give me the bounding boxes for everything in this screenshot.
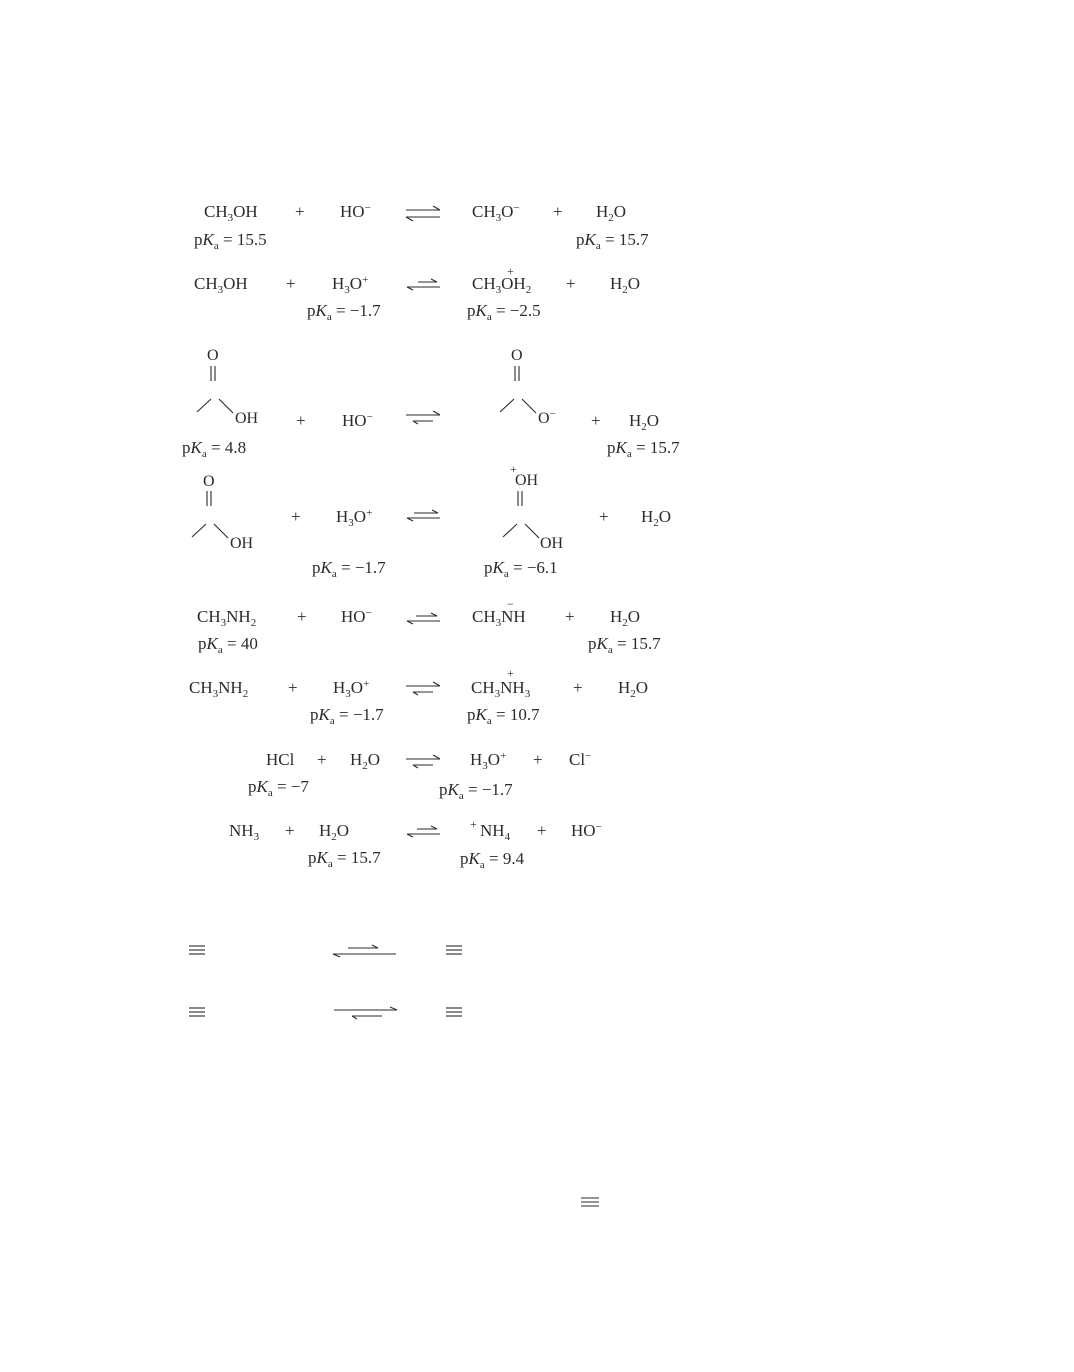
methoxide-formula: $CH_3O^-$ bbox=[472, 202, 520, 224]
positive-charge: + bbox=[507, 264, 514, 278]
positive-charge: + bbox=[507, 666, 514, 680]
pka-label: $pK_a = -6.1$ bbox=[484, 558, 558, 580]
water-formula: $H_2O$ bbox=[319, 821, 350, 843]
plus-sign: + bbox=[295, 202, 305, 221]
negative-charge: − bbox=[507, 597, 514, 611]
water-formula: $H_2O$ bbox=[641, 507, 672, 529]
pka-label: $pK_a = 15.5$ bbox=[194, 230, 267, 252]
methylamine-formula: $CH_3NH_2$ bbox=[189, 678, 249, 700]
hydroxyl-group: OH bbox=[540, 535, 564, 552]
equilibrium-arrow bbox=[406, 411, 440, 424]
acetic-acid-skeleton bbox=[197, 366, 233, 413]
hydroxide-formula: HO− bbox=[342, 411, 373, 430]
plus-sign: + bbox=[286, 274, 296, 293]
ammonium-formula: $NH_4$ bbox=[480, 821, 511, 843]
triple-bar-symbol bbox=[446, 946, 462, 954]
plus-sign: + bbox=[537, 821, 547, 840]
plus-sign: + bbox=[553, 202, 563, 221]
methylamine-formula: $CH_3NH_2$ bbox=[197, 607, 257, 629]
pka-label: $pK_a = -1.7$ bbox=[439, 780, 513, 802]
water-formula: $H_2O$ bbox=[629, 411, 660, 433]
ammonia-formula: $NH_3$ bbox=[229, 821, 260, 843]
carbonyl-oxygen: O bbox=[511, 347, 523, 364]
pka-label: $pK_a = 40$ bbox=[198, 634, 258, 656]
plus-sign: + bbox=[296, 411, 306, 430]
triple-bar-symbol bbox=[189, 946, 205, 954]
water-formula: $H_2O$ bbox=[596, 202, 627, 224]
equilibrium-arrow bbox=[407, 826, 440, 837]
methanol-formula: $CH_3OH$ bbox=[194, 274, 248, 296]
hydroxyl-group: OH bbox=[230, 535, 254, 552]
equilibrium-arrow bbox=[406, 755, 440, 768]
hydroxide-formula: HO− bbox=[571, 821, 602, 840]
plus-sign: + bbox=[285, 821, 295, 840]
equilibrium-arrow-reverse-favored bbox=[333, 945, 396, 957]
equilibrium-arrow bbox=[407, 510, 440, 521]
methylammonium-formula: $CH_3NH_3$ bbox=[471, 678, 531, 700]
plus-sign: + bbox=[573, 678, 583, 697]
plus-sign: + bbox=[591, 411, 601, 430]
acetic-acid-skeleton bbox=[192, 491, 228, 538]
carbonyl-oxygen: O bbox=[207, 347, 219, 364]
protonated-acid-skeleton bbox=[503, 491, 539, 538]
hydronium-formula: $H_3O^+$ bbox=[336, 507, 373, 529]
plus-sign: + bbox=[599, 507, 609, 526]
triple-bar-symbol bbox=[446, 1008, 462, 1016]
plus-sign: + bbox=[297, 607, 307, 626]
pka-label: $pK_a = 10.7$ bbox=[467, 705, 540, 727]
triple-bar-symbol bbox=[581, 1198, 599, 1206]
pka-label: $pK_a = -1.7$ bbox=[310, 705, 384, 727]
plus-sign: + bbox=[566, 274, 576, 293]
plus-sign: + bbox=[533, 750, 543, 769]
water-formula: $H_2O$ bbox=[610, 607, 641, 629]
water-formula: $H_2O$ bbox=[610, 274, 641, 296]
pka-label: $pK_a = 15.7$ bbox=[607, 438, 680, 460]
pka-label: $pK_a = 4.8$ bbox=[182, 438, 247, 460]
triple-bar-symbol bbox=[189, 1008, 205, 1016]
equilibrium-arrow bbox=[407, 279, 440, 290]
hydroxide-formula: HO− bbox=[340, 202, 371, 221]
pka-label: $pK_a = -1.7$ bbox=[312, 558, 386, 580]
acetate-skeleton bbox=[500, 366, 536, 413]
hcl-formula: HCl bbox=[266, 750, 295, 769]
plus-sign: + bbox=[288, 678, 298, 697]
pka-label: $pK_a = -1.7$ bbox=[307, 301, 381, 323]
equilibrium-arrow-forward-favored bbox=[334, 1007, 397, 1019]
plus-sign: + bbox=[565, 607, 575, 626]
methanol-formula: $CH_3OH$ bbox=[204, 202, 258, 224]
hydroxyl-group: OH bbox=[235, 410, 259, 427]
pka-label: $pK_a = 9.4$ bbox=[460, 849, 525, 871]
water-formula: $H_2O$ bbox=[350, 750, 381, 772]
equilibrium-arrow bbox=[406, 682, 440, 695]
pka-label: $pK_a = 15.7$ bbox=[576, 230, 649, 252]
hydronium-formula: $H_3O^+$ bbox=[470, 750, 507, 772]
carbonyl-oxygen: O bbox=[203, 473, 215, 490]
equilibrium-arrow bbox=[407, 613, 440, 624]
hydronium-formula: $H_3O^+$ bbox=[332, 274, 369, 296]
protonated-carbonyl-oh: OH bbox=[515, 472, 539, 489]
chloride-formula: Cl− bbox=[569, 750, 592, 769]
hydroxide-formula: HO− bbox=[341, 607, 372, 626]
pka-label: $pK_a = -2.5$ bbox=[467, 301, 541, 323]
pka-label: $pK_a = 15.7$ bbox=[308, 848, 381, 870]
methylamide-formula: $CH_3NH$ bbox=[472, 607, 526, 629]
plus-sign: + bbox=[317, 750, 327, 769]
hydronium-formula: $H_3O^+$ bbox=[333, 678, 370, 700]
positive-charge: + bbox=[510, 462, 517, 476]
protonated-methanol-formula: $CH_3OH_2$ bbox=[472, 274, 532, 296]
water-formula: $H_2O$ bbox=[618, 678, 649, 700]
pka-label: $pK_a = 15.7$ bbox=[588, 634, 661, 656]
pka-label: $pK_a = -7$ bbox=[248, 777, 309, 799]
plus-sign: + bbox=[291, 507, 301, 526]
positive-charge: + bbox=[470, 817, 477, 831]
equilibrium-arrow bbox=[406, 206, 440, 221]
carboxylate-oxygen: O− bbox=[538, 408, 556, 427]
